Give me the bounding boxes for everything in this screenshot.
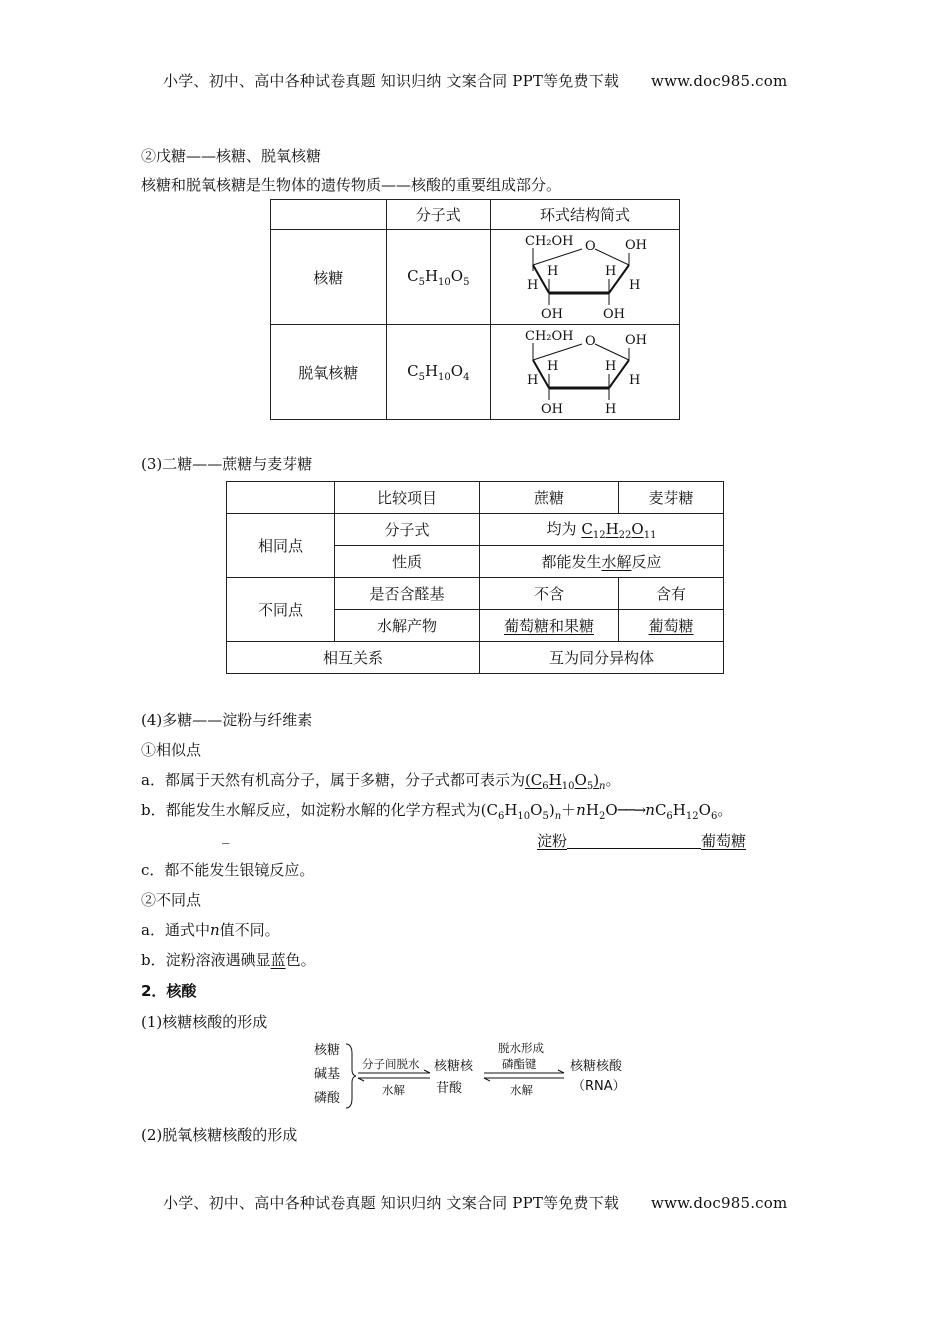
svg-text:CH₂OH: CH₂OH <box>525 234 574 249</box>
svg-text:O: O <box>585 334 596 349</box>
formula-label: 分子式 <box>335 514 480 546</box>
flow-arrow1-bottom: 水解 <box>382 1083 405 1097</box>
table-row <box>227 642 724 674</box>
pentose-corner <box>271 200 387 230</box>
pentose-col-structure: 环式结构简式 <box>491 200 680 230</box>
ribose-formula: $C_5H_{10}O_5$ <box>386 230 490 325</box>
ribose-name: 核糖 <box>271 230 387 325</box>
property-value: 都能发生水解反应 <box>480 546 724 578</box>
relation-label: 相互关系 <box>227 642 480 674</box>
header-site: www.doc985.com <box>651 72 788 90</box>
flow-right-2: （RNA） <box>572 1079 626 1094</box>
col-item: 比较项目 <box>335 482 480 514</box>
pentose-intro: 核糖和脱氧核糖是生物体的遗传物质——核酸的重要组成部分。 <box>141 176 562 194</box>
svg-text:H: H <box>629 278 641 293</box>
nucleic-heading: 2．核酸 <box>141 982 197 1000</box>
property-label: 性质 <box>335 546 480 578</box>
table-row <box>227 578 724 610</box>
svg-text:H: H <box>527 373 539 388</box>
footer-text: 小学、初中、高中各种试卷真题 知识归纳 文案合同 PPT等免费下载 <box>163 1194 620 1212</box>
same-label: 相同点 <box>227 514 335 578</box>
flow-arrow1-top: 分子间脱水 <box>362 1057 420 1071</box>
svg-text:OH: OH <box>603 307 625 322</box>
hydrolysis-label: 水解产物 <box>335 610 480 642</box>
rna-formation-diagram <box>312 1040 642 1116</box>
equation-underline <box>567 848 701 849</box>
svg-text:CH₂OH: CH₂OH <box>525 329 574 344</box>
sucrose-aldehyde: 不含 <box>480 578 619 610</box>
svg-text:OH: OH <box>541 402 563 417</box>
table-row <box>227 514 724 546</box>
page-footer <box>163 1192 787 1213</box>
header-text: 小学、初中、高中各种试卷真题 知识归纳 文案合同 PPT等免费下载 <box>163 72 620 90</box>
deoxyribose-ring-diagram <box>491 326 679 418</box>
aldehyde-label: 是否含醛基 <box>335 578 480 610</box>
svg-text:H: H <box>605 359 617 374</box>
flow-left-phosphate: 磷酸 <box>314 1091 341 1106</box>
nucleic-sub1: (1)核糖核酸的形成 <box>141 1013 268 1031</box>
deoxyribose-formula: $C_5H_{10}O_4$ <box>386 325 490 420</box>
flow-middle-1: 核糖核 <box>434 1059 474 1074</box>
equation-dash: _ <box>222 826 230 844</box>
similar-b: b．都能发生水解反应，如淀粉水解的化学方程式为$(C_6H_{10}O_5)_n+nH_2O──\to nC_6H_{12}O_6$。 <box>141 801 733 822</box>
diff-a: a．通式中n值不同。 <box>141 921 280 939</box>
flow-arrow2-top-2: 磷酯键 <box>502 1057 537 1071</box>
relation-value: 互为同分异构体 <box>480 642 724 674</box>
svg-text:OH: OH <box>625 238 647 253</box>
disaccharide-heading: (3)二糖——蔗糖与麦芽糖 <box>141 455 313 473</box>
glucose-label: 葡萄糖 <box>701 832 747 850</box>
svg-text:H: H <box>629 373 641 388</box>
ribose-ring-diagram <box>491 231 679 323</box>
deoxyribose-name: 脱氧核糖 <box>271 325 387 420</box>
polysaccharide-heading: (4)多糖——淀粉与纤维素 <box>141 711 313 729</box>
svg-text:H: H <box>605 402 617 417</box>
flow-arrow2-bottom: 水解 <box>510 1083 533 1097</box>
disaccharide-table <box>226 481 724 674</box>
page-header <box>163 70 787 91</box>
col-maltose: 麦芽糖 <box>619 482 724 514</box>
footer-site: www.doc985.com <box>651 1194 788 1212</box>
svg-text:H: H <box>527 278 539 293</box>
similar-c: c．都不能发生银镜反应。 <box>141 861 315 879</box>
flow-arrow2-top-1: 脱水形成 <box>498 1041 544 1055</box>
similar-heading: ①相似点 <box>141 741 202 759</box>
col-sucrose: 蔗糖 <box>480 482 619 514</box>
flow-right-1: 核糖核酸 <box>570 1059 623 1074</box>
maltose-products: 葡萄糖 <box>619 610 724 642</box>
diff-heading: ②不同点 <box>141 891 202 909</box>
flow-left-ribose: 核糖 <box>314 1043 341 1058</box>
diff-label: 不同点 <box>227 578 335 642</box>
starch-label: 淀粉 <box>537 832 568 850</box>
svg-text:OH: OH <box>625 333 647 348</box>
svg-text:H: H <box>547 359 559 374</box>
svg-text:OH: OH <box>541 307 563 322</box>
similar-a: a．都属于天然有机高分子，属于多糖，分子式都可表示为$(C_6H_{10}O_5)_n$。 <box>141 771 621 792</box>
nucleic-sub2: (2)脱氧核糖核酸的形成 <box>141 1126 298 1144</box>
equation-labels <box>537 830 746 851</box>
deoxyribose-structure <box>491 325 680 420</box>
flow-middle-2: 苷酸 <box>436 1081 463 1096</box>
flow-left-base: 碱基 <box>314 1067 341 1082</box>
svg-text:H: H <box>605 264 617 279</box>
pentose-heading: ②戊糖——核糖、脱氧核糖 <box>141 147 322 165</box>
ribose-structure <box>491 230 680 325</box>
pentose-col-formula: 分子式 <box>386 200 490 230</box>
formula-value: 均为 $C_{12}H_{22}O_{11}$ <box>480 514 724 546</box>
diff-b: b．淀粉溶液遇碘显蓝色。 <box>141 951 316 969</box>
maltose-aldehyde: 含有 <box>619 578 724 610</box>
disaccharide-corner <box>227 482 335 514</box>
table-row <box>271 325 680 420</box>
table-row <box>271 230 680 325</box>
sucrose-products: 葡萄糖和果糖 <box>480 610 619 642</box>
pentose-table <box>270 199 680 420</box>
svg-text:O: O <box>585 239 596 254</box>
svg-text:H: H <box>547 264 559 279</box>
